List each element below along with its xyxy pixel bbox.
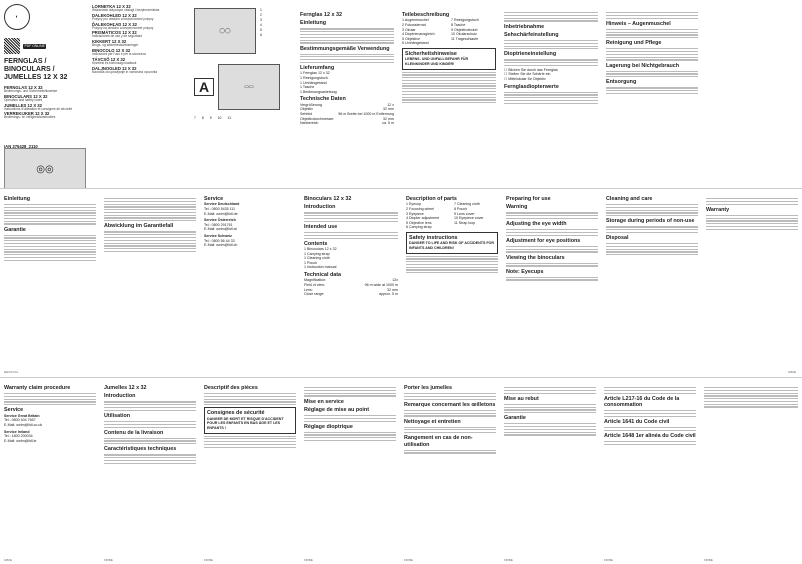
mid-col-1 bbox=[0, 190, 100, 376]
mid-heading-intro: Einleitung bbox=[4, 196, 31, 202]
part-item: 8 Pouch bbox=[454, 207, 468, 211]
binoculars-figure-bottom: ▭▭ bbox=[218, 64, 280, 110]
contents-item: 1 Carrying strap bbox=[304, 251, 330, 256]
service-name: Service Deutschland bbox=[204, 202, 240, 207]
tech-key: Objektivdurchmesser bbox=[300, 116, 334, 121]
language-item: ĎALEKOHĽAD 12 X 32 bbox=[92, 21, 137, 27]
part-item: 7 Reinigungstuch bbox=[451, 18, 479, 23]
middle-row bbox=[0, 190, 802, 376]
language-item: FERNGLAS 12 X 32 bbox=[4, 85, 43, 90]
de-intro-column bbox=[296, 0, 398, 188]
tech-value: 32 mm bbox=[387, 287, 398, 292]
language-sub: Bedienings- en veiligheidsinstructies bbox=[4, 115, 56, 120]
cover-panel bbox=[0, 0, 88, 188]
fr-heading-article-1641: Article 1641 du Code civil bbox=[604, 418, 670, 425]
tech-value: 96 m Breite bei 1000 m Entfernung bbox=[338, 112, 394, 116]
gb-heading-warning: Warning bbox=[506, 204, 528, 211]
part-item: 10 Eyepiece cover bbox=[454, 216, 484, 221]
language-item: TÁVCSŐ 12 X 32 bbox=[92, 56, 126, 62]
mid-col-2 bbox=[100, 190, 200, 376]
mid-col-7 bbox=[602, 190, 702, 376]
bot-col-2 bbox=[100, 379, 200, 564]
service-name: Service Ireland bbox=[4, 429, 30, 434]
callout-number: 1 bbox=[260, 8, 262, 12]
callout-number: 3 bbox=[260, 18, 262, 22]
footer-label: FR/BE bbox=[304, 558, 313, 562]
part-item: 8 Tasche bbox=[451, 23, 466, 27]
language-list bbox=[4, 85, 84, 120]
language-sub: Bedienungs- und Sicherheitshinweise bbox=[4, 89, 58, 93]
de-blank-column bbox=[702, 0, 802, 188]
language-item: LORNETKA 12 X 32 bbox=[92, 4, 131, 9]
gb-heading-use: Intended use bbox=[304, 223, 338, 230]
callout-number: 8 bbox=[201, 116, 204, 120]
fr-heading-storage: Rangement en cas de non-utilisation bbox=[404, 435, 473, 448]
gb-title: Binoculars 12 x 32 bbox=[304, 196, 352, 202]
tech-key: Nahbereich bbox=[300, 121, 319, 126]
fr-heading-intro: Introduction bbox=[104, 393, 136, 400]
language-item: VERREKIJKER 12 X 32 bbox=[4, 111, 50, 117]
safety-box bbox=[402, 48, 496, 70]
de-heading-scope: Lieferumfang bbox=[300, 65, 335, 72]
binoculars-product-photo: ◎◎ bbox=[4, 148, 86, 188]
part-item: 9 Objektivdeckel bbox=[451, 27, 478, 32]
bot-col-8 bbox=[700, 379, 802, 564]
language-sub: Kezelési és biztonsági utalások bbox=[92, 60, 137, 65]
tech-key: Objektiv bbox=[300, 107, 313, 112]
tech-key: Sehfeld bbox=[300, 112, 313, 116]
tech-key: Magnification: bbox=[304, 278, 327, 283]
language-sub: Indicazioni per l'uso e per la sicurezza bbox=[92, 51, 146, 56]
footer-label: FR/BE bbox=[504, 558, 513, 562]
de-title: Fernglas 12 x 32 bbox=[300, 12, 342, 18]
part-item: 7 Cleaning cloth bbox=[454, 202, 480, 207]
brand-logo: ◐ bbox=[4, 4, 30, 30]
tech-value: 12x bbox=[392, 278, 398, 283]
footer-label: GB/IE bbox=[4, 558, 13, 562]
part-item: 9 Lens cover bbox=[454, 211, 475, 216]
safety-title: Sicherheitshinweise bbox=[405, 50, 457, 57]
gb-heading-disposal: Disposal bbox=[606, 235, 629, 242]
gb-heading-prep: Preparing for use bbox=[506, 196, 551, 202]
language-sub: Navodila za upravljanje in varnostna opozorila bbox=[92, 69, 158, 74]
contents-item: 1 Cleaning cloth bbox=[304, 256, 330, 261]
mid-heading-claim: Abwicklung im Garantiefall bbox=[104, 223, 174, 230]
tech-key: Lens: bbox=[304, 287, 313, 292]
contents-item: 1 Binoculars 12 x 32 bbox=[304, 247, 337, 252]
part-item: 1 Augenmuschel bbox=[402, 18, 429, 23]
language-sub: Instructions d'utilisation et consignes de sécurité bbox=[4, 106, 73, 111]
footer-label: FR/BE bbox=[604, 558, 613, 562]
service-email[interactable]: E-Mail: owim@lidl.ie bbox=[4, 438, 37, 443]
callout-number: 4 bbox=[260, 23, 262, 27]
callout-number: 6 bbox=[260, 33, 262, 37]
fr-heading-article-l217: Article L217-16 du Code de la consommation bbox=[604, 395, 680, 409]
service-name: Service Great Britain bbox=[4, 413, 40, 418]
cover-title-line-2: JUMELLES 12 X 32 bbox=[4, 74, 68, 81]
language-sub: Pokyny na obsluhu a bezpečnostné pokyny bbox=[92, 25, 154, 30]
part-item: 6 Carrying strap bbox=[406, 225, 432, 230]
part-item: 1 Eyecup bbox=[406, 202, 421, 207]
fr-heading-diopter: Réglage dioptrique bbox=[304, 423, 353, 430]
tech-value: ca. 5 m bbox=[382, 121, 394, 126]
bot-heading-service: Service bbox=[4, 407, 24, 414]
tech-key: Field of view: bbox=[304, 283, 325, 288]
language-item: DALJNOGLED 12 X 32 bbox=[92, 65, 137, 71]
callout-number: 7 bbox=[194, 116, 196, 120]
fr-heading-article-1648: Article 1648 1er alinéa du Code civil bbox=[604, 432, 696, 439]
fr-heading-parts: Descriptif des pièces bbox=[204, 385, 258, 391]
figure-callouts-2 bbox=[194, 116, 290, 121]
bot-col-6 bbox=[500, 379, 600, 564]
de-parts-list bbox=[402, 18, 496, 46]
fr-heading-tech: Caractéristiques techniques bbox=[104, 446, 177, 453]
part-item: 3 Eyepiece bbox=[406, 211, 424, 216]
de-heading-cleaning: Reinigung und Pflege bbox=[606, 40, 662, 47]
mid-col-8 bbox=[702, 190, 802, 376]
gb-heading-parts: Description of parts bbox=[406, 196, 457, 202]
gb-heading-viewing: Viewing the binoculars bbox=[506, 254, 565, 261]
checklist-item: ☐ Mittelokular für Objektiv bbox=[504, 77, 598, 82]
gb-heading-storage: Storage during periods of non-use bbox=[606, 218, 695, 225]
part-item: 4 Diopter adjustment bbox=[406, 216, 440, 221]
language-sub: Brugs- og sikkerhedsanvisninger bbox=[92, 43, 139, 48]
language-item: JUMELLES 12 X 32 bbox=[4, 102, 42, 108]
language-item: PRISMÁTICOS 12 X 32 bbox=[92, 30, 137, 36]
cover-title-line-1: FERNGLAS / BINOCULARS / bbox=[4, 58, 55, 73]
bot-col-3 bbox=[200, 379, 300, 564]
mid-col-5 bbox=[402, 190, 502, 376]
bot-col-1 bbox=[0, 379, 100, 564]
gb-heading-eyecups: Note: Eyecups bbox=[506, 268, 544, 275]
checklist-item: ☐ Stellen Sie die Schärfe ein bbox=[504, 72, 598, 77]
fr-safety-warning: DANGER DE MORT ET RISQUE D'ACCIDENT POUR LES ENFANTS EN BAS ÂGE ET LES ENFANTS ! bbox=[207, 416, 284, 430]
fr-safety-box bbox=[204, 407, 296, 433]
mid-col-4 bbox=[300, 190, 402, 376]
scope-list bbox=[300, 71, 394, 94]
service-name: Service Österreich bbox=[204, 218, 236, 223]
de-heading-startup: Inbetriebnahme bbox=[504, 23, 545, 30]
contents-item: 1 Pouch bbox=[304, 260, 318, 265]
model-number: IAN 375428_2110 bbox=[4, 144, 38, 149]
footer-label: FR/BE bbox=[404, 558, 413, 562]
service-email[interactable]: E-Mail: owim@lidl.at bbox=[204, 227, 237, 232]
mid-col-3 bbox=[200, 190, 300, 376]
part-item: 2 Focusing wheel bbox=[406, 207, 434, 211]
fr-heading-focus: Réglage de mise au point bbox=[304, 406, 370, 413]
gb-safety-warning: DANGER TO LIFE AND RISK OF ACCIDENTS FOR INFANTS AND CHILDREN! bbox=[409, 241, 494, 250]
de-heading-diopter: Dioptrieneinstellung bbox=[504, 51, 557, 58]
part-item: 2 Fokussierrad bbox=[402, 23, 426, 27]
service-phone[interactable]: Tel.: 0800 56 44 33 bbox=[204, 238, 235, 243]
footer-left: DE/AT/CH bbox=[4, 370, 18, 374]
gb-heading-tech: Technical data bbox=[304, 272, 342, 279]
bottom-row bbox=[0, 379, 802, 564]
qr-code-icon[interactable] bbox=[4, 38, 20, 54]
bot-heading-claim: Warranty claim procedure bbox=[4, 385, 71, 391]
gb-heading-contents: Contents bbox=[304, 240, 328, 247]
language-item: KIKKERT 12 X 32 bbox=[92, 39, 127, 45]
callout-number: 10 bbox=[217, 116, 222, 120]
gb-heading-cleaning: Cleaning and care bbox=[606, 196, 653, 202]
fr-heading-wear: Porter les jumelles bbox=[404, 385, 452, 391]
fr-heading-contents: Contenu de la livraison bbox=[104, 429, 164, 436]
de-setup-column bbox=[500, 0, 602, 188]
language-item: BINOCOLO 12 X 32 bbox=[92, 47, 131, 53]
mid-heading-service: Service bbox=[204, 196, 224, 202]
service-phone[interactable]: Tel.: 0800 5435 111 bbox=[204, 207, 236, 211]
service-phone[interactable]: Tel.: 0800 291761 bbox=[204, 222, 233, 227]
de-heading-disposal: Entsorgung bbox=[606, 79, 637, 86]
figure-label: A bbox=[194, 78, 214, 96]
service-phone[interactable]: Tel.: 0800 404 7657 bbox=[4, 418, 36, 423]
tech-value: 12 x bbox=[387, 102, 394, 107]
figure-callouts bbox=[260, 8, 262, 54]
footer-label: FR/BE bbox=[704, 558, 713, 562]
scope-item: 1 Reinigungstuch bbox=[300, 76, 328, 81]
language-sub: Wskazówki dotyczące obsługi i bezpieczeństwa bbox=[92, 8, 160, 12]
service-email[interactable]: E-Mail: owim@lidl.co.uk bbox=[4, 422, 43, 427]
binoculars-figure-top: ◯◯ bbox=[194, 8, 256, 54]
part-item: 5 Objective lens bbox=[406, 220, 432, 225]
fr-safety-title: Consignes de sécurité bbox=[207, 410, 265, 417]
gb-safety-title: Safety instructions bbox=[409, 234, 458, 241]
mid-col-6 bbox=[502, 190, 602, 376]
part-item: 3 Okular bbox=[402, 27, 416, 32]
part-item: 11 Strap loop bbox=[454, 220, 476, 225]
gb-heading-eyewidth: Adjusting the eye width bbox=[506, 221, 567, 228]
scope-item: 1 Fernglas 12 x 32 bbox=[300, 71, 330, 76]
checklist-item: ☐ Blicken Sie durch das Fernglas bbox=[504, 68, 598, 73]
fr-heading-guarantee: Garantie bbox=[504, 415, 526, 422]
de-care-column bbox=[602, 0, 702, 188]
languages-panel bbox=[88, 0, 188, 188]
callout-number: 11 bbox=[227, 116, 231, 120]
scope-item: 1 Bedienungsanleitung bbox=[300, 89, 337, 94]
callout-number: 2 bbox=[260, 13, 262, 17]
figure-panel bbox=[190, 0, 294, 188]
bot-col-7 bbox=[600, 379, 700, 564]
footer-label: FR/BE bbox=[104, 558, 113, 562]
de-heading-storage: Lagerung bei Nichtgebrauch bbox=[606, 62, 680, 69]
footer-right: GB/IE bbox=[787, 370, 796, 374]
bot-col-5 bbox=[400, 379, 500, 564]
de-checklist bbox=[504, 68, 598, 82]
fr-heading-eyecups: Remarque concernant les œilletons bbox=[404, 401, 496, 408]
fr-heading-startup: Mise en service bbox=[304, 398, 344, 405]
bot-col-4 bbox=[300, 379, 400, 564]
fr-title: Jumelles 12 x 32 bbox=[104, 385, 147, 391]
tech-table bbox=[300, 103, 394, 126]
safety-warning: LEBENS- UND UNFALLGEFAHR FÜR KLEINKINDER UND KINDER! bbox=[405, 57, 469, 66]
de-heading-values: Fernglasdiopterwerte bbox=[504, 83, 559, 90]
scope-item: 1 Tasche bbox=[300, 85, 315, 90]
callout-number: 9 bbox=[209, 116, 212, 120]
language-item: DALEKOHLED 12 X 32 bbox=[92, 12, 137, 18]
fr-heading-disposal: Mise au rebut bbox=[504, 395, 539, 402]
callout-number: 5 bbox=[260, 28, 262, 32]
top-row bbox=[0, 0, 802, 188]
part-item: 11 Trageschlaufe bbox=[451, 36, 479, 41]
contents-item: 1 Instruction manual bbox=[304, 265, 337, 270]
tech-value: 32 mm bbox=[383, 107, 394, 112]
scope-item: 1 Umhängeband bbox=[300, 80, 327, 85]
de-heading-eyecup: Hinweis – Augenmuschel bbox=[606, 20, 671, 27]
de-heading-tech: Technische Daten bbox=[300, 96, 346, 103]
service-name: Service Schweiz bbox=[204, 233, 232, 238]
service-email[interactable]: E-Mail: owim@lidl.de bbox=[204, 211, 238, 216]
part-item: 5 Objektive bbox=[402, 36, 420, 41]
part-item: 10 Okularschutz bbox=[451, 32, 477, 37]
de-parts-title: Teilebeschreibung bbox=[402, 12, 450, 18]
fr-heading-cleaning: Nettoyage et entretien bbox=[404, 418, 461, 425]
language-list-2 bbox=[92, 4, 184, 74]
language-sub: Indicaciones de uso y de seguridad bbox=[92, 34, 142, 39]
gb-safety-box bbox=[406, 232, 498, 254]
gb-heading-intro: Introduction bbox=[304, 204, 336, 211]
language-sub: Operation and safety notes bbox=[4, 97, 43, 102]
gb-heading-warranty: Warranty bbox=[706, 206, 730, 213]
tech-key: Vergrößerung bbox=[300, 102, 322, 107]
de-heading-sharpness: Sehschärfeinstellung bbox=[504, 31, 559, 38]
language-sub: Pokyny pro obsluhu a bezpečnostní pokyny bbox=[92, 16, 154, 21]
part-item: 4 Dioptrienausgleich bbox=[402, 32, 435, 37]
gb-heading-eyepos: Adjustment for eye positions bbox=[506, 237, 581, 244]
tech-value: 32 mm bbox=[383, 116, 394, 121]
language-item: BINOCULARS 12 X 32 bbox=[4, 93, 48, 99]
de-heading-use: Bestimmungsgemäße Verwendung bbox=[300, 45, 390, 52]
de-parts-column bbox=[398, 0, 500, 188]
service-phone[interactable]: Tel.: 1800 200034 bbox=[4, 434, 33, 439]
fr-heading-use: Utilisation bbox=[104, 412, 131, 419]
tech-key: Close range: bbox=[304, 292, 325, 297]
de-heading-intro: Einleitung bbox=[300, 20, 327, 27]
pdf-online-badge: PDF ONLINE bbox=[24, 44, 45, 48]
footer-label: FR/BE bbox=[204, 558, 213, 562]
tech-value: 96 m wide at 1000 m bbox=[364, 283, 398, 288]
service-email[interactable]: E-Mail: owim@lidl.ch bbox=[204, 243, 238, 248]
tech-value: approx. 5 m bbox=[379, 292, 398, 297]
mid-heading-warranty: Garantie bbox=[4, 226, 26, 233]
part-item: 6 Umhängeband bbox=[402, 41, 429, 46]
